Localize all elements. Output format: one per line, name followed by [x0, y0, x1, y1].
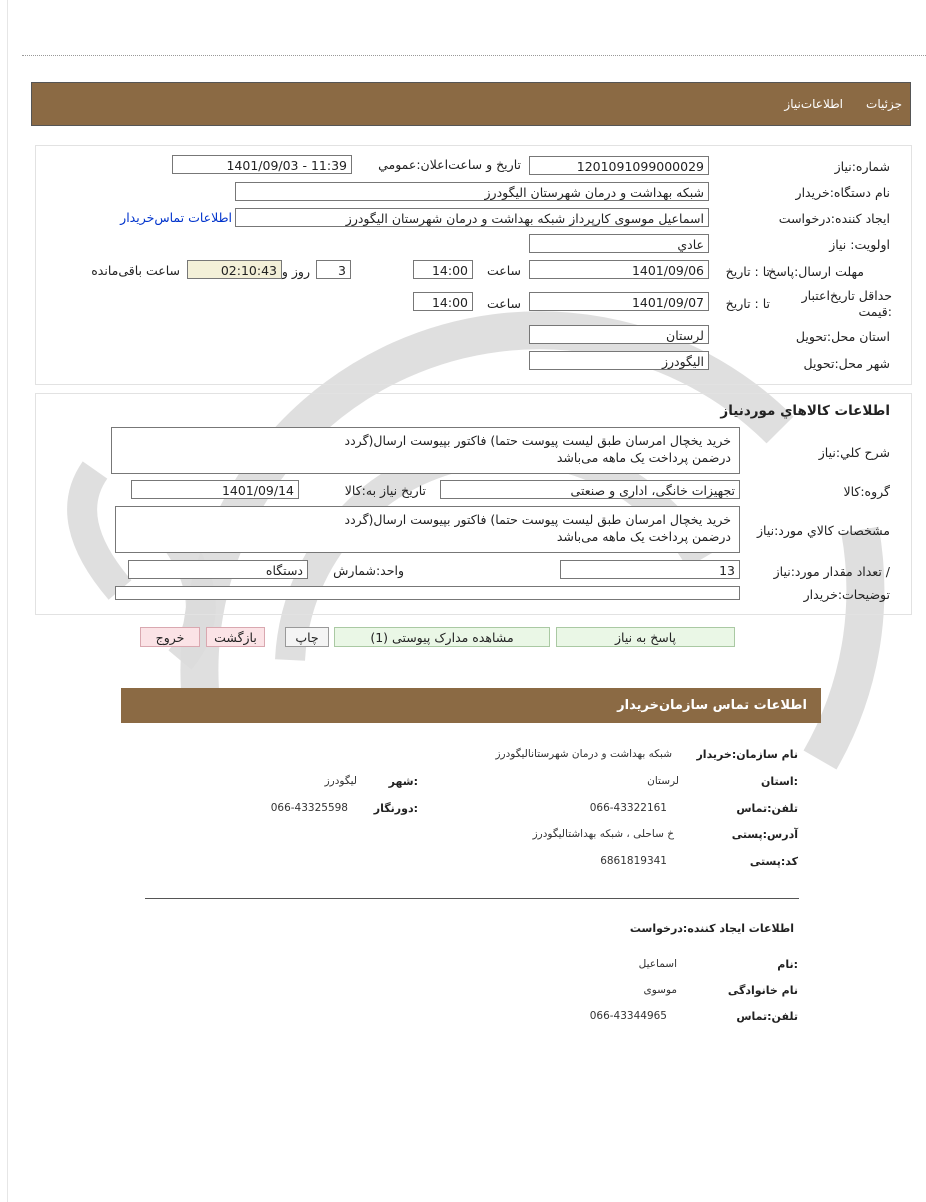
city-label: شهر محل:تحویل: [803, 356, 890, 371]
validity-time-label: ساعت: [486, 296, 521, 311]
creator-name-value: اسماعیل: [638, 958, 677, 970]
buyer-notes-field: [115, 586, 740, 600]
province-label: استان محل:تحویل: [795, 329, 890, 344]
buyer-contact-link[interactable]: اطلاعات تماس‌خریدار: [120, 210, 232, 225]
validity-to-date-label: تا : تاریخ: [725, 296, 770, 311]
contact-province-value: لرستان: [647, 775, 679, 787]
announce-date-field: 1401/09/03 - 11:39: [172, 155, 352, 174]
creator-info-title: اطلاعات ایجاد کننده:درخواست: [629, 922, 794, 935]
contact-address-label: آدرس:پستی: [731, 828, 798, 841]
contact-fax-value: 066-43325598: [270, 802, 348, 814]
buyer-contact-header: [121, 688, 821, 723]
validity-label: حداقل تاریخ‌اعتبار :قیمت: [801, 288, 892, 319]
buyer-field: شبکه بهداشت و درمان شهرستان الیگودرز: [235, 182, 709, 201]
contact-address-value: خ ساحلی ، شبکه بهداشتالیگودرز: [532, 828, 674, 840]
creator-label: ایجاد کننده:درخواست: [778, 211, 890, 226]
goods-spec-field: [115, 506, 740, 553]
deadline-label: مهلت ارسال:پاسخ: [768, 264, 864, 279]
buyer-notes-label: توضیحات:خریدار: [803, 587, 890, 602]
contact-phone-label: تلفن:تماس: [736, 802, 798, 815]
contact-postal-label: کد:پستی: [749, 855, 798, 868]
buyer-label: نام دستگاه:خریدار: [795, 185, 890, 200]
respond-button[interactable]: پاسخ به نیاز: [556, 627, 735, 647]
priority-field: عادي: [529, 234, 709, 253]
creator-phone-label: تلفن:تماس: [736, 1010, 798, 1023]
deadline-date-field: 1401/09/06: [529, 260, 709, 279]
need-date-field: 1401/09/14: [131, 480, 299, 499]
org-name-value: شبکه بهداشت و درمان شهرستانالیگودرز: [495, 748, 672, 760]
goods-group-label: گروه:کالا: [843, 484, 890, 499]
city-field: الیگودرز: [529, 351, 709, 370]
need-number-label: شماره:نیاز: [834, 159, 890, 174]
remaining-days-field: 3: [316, 260, 351, 279]
announce-date-label: تاریخ و ساعت‌اعلان:عمومي: [378, 157, 521, 172]
goods-spec-line1: خرید یخچال امرسان طبق لیست پیوست حتما) فاکتور بپیوست ارسال(گردد: [344, 512, 731, 527]
goods-desc-line1: خرید یخچال امرسان طبق لیست پیوست حتما) فاکتور بپیوست ارسال(گردد: [344, 433, 731, 448]
priority-label: اولویت: نیاز: [829, 237, 890, 252]
remaining-time-field: 02:10:43: [187, 260, 282, 279]
deadline-to-date-label: تا : تاریخ: [725, 264, 770, 279]
province-field: لرستان: [529, 325, 709, 344]
contact-city-value: لیگودرز: [324, 775, 357, 787]
org-name-label: نام سازمان:خریدار: [696, 748, 798, 761]
view-attachments-button[interactable]: مشاهده مدارک پیوستی (1): [334, 627, 550, 647]
need-number-field: 1201091099000029: [529, 156, 709, 175]
unit-label: واحد:شمارش: [333, 563, 404, 578]
contact-phone-value: 066-43322161: [589, 802, 667, 814]
contact-postal-value: 6861819341: [600, 855, 667, 867]
goods-desc-label: شرح کلي:نياز: [818, 445, 890, 460]
need-date-label: تاریخ نیاز به:کالا: [344, 483, 426, 498]
contact-fax-label: :دورنگار: [373, 802, 418, 815]
contact-divider: [145, 898, 799, 899]
exit-button[interactable]: خروج: [140, 627, 200, 647]
goods-spec-line2: درضمن پرداخت یک ماهه می‌باشد: [556, 529, 731, 544]
creator-phone-value: 066-43344965: [589, 1010, 667, 1022]
contact-city-label: :شهر: [388, 775, 418, 788]
tab-need-info[interactable]: اطلاعات‌نیاز: [784, 97, 843, 111]
tab-details[interactable]: جزئیات: [866, 97, 902, 111]
goods-desc-field: [111, 427, 740, 474]
goods-group-field: تجهیزات خانگی، اداری و صنعتی: [440, 480, 740, 499]
print-button[interactable]: چاپ: [285, 627, 329, 647]
buyer-contact-title: اطلاعات تماس سازمان‌خریدار: [617, 698, 807, 713]
validity-date-field: 1401/09/07: [529, 292, 709, 311]
creator-family-value: موسوی: [643, 984, 677, 996]
days-label: روز و: [281, 264, 310, 279]
goods-spec-label: مشخصات کالاي مورد:نياز: [756, 523, 890, 538]
quantity-field: 13: [560, 560, 740, 579]
goods-desc-line2: درضمن پرداخت یک ماهه می‌باشد: [556, 450, 731, 465]
unit-field: دستگاه: [128, 560, 308, 579]
contact-province-label: :استان: [761, 775, 798, 788]
need-info-header: [31, 82, 911, 126]
remaining-time-label: ساعت باقی‌مانده: [91, 263, 180, 278]
deadline-time-field: 14:00: [413, 260, 473, 279]
validity-time-field: 14:00: [413, 292, 473, 311]
deadline-time-label: ساعت: [486, 263, 521, 278]
back-button[interactable]: بازگشت: [206, 627, 265, 647]
creator-name-label: :نام: [777, 958, 798, 971]
creator-family-label: نام خانوادگی: [727, 984, 798, 997]
goods-title: اطلاعات کالاهاي موردنياز: [720, 403, 890, 419]
creator-field: اسماعیل موسوی کارپرداز شبکه بهداشت و درمان شهرستان الیگودرز: [235, 208, 709, 227]
quantity-label: / تعداد مقدار مورد:نیاز: [773, 564, 890, 579]
